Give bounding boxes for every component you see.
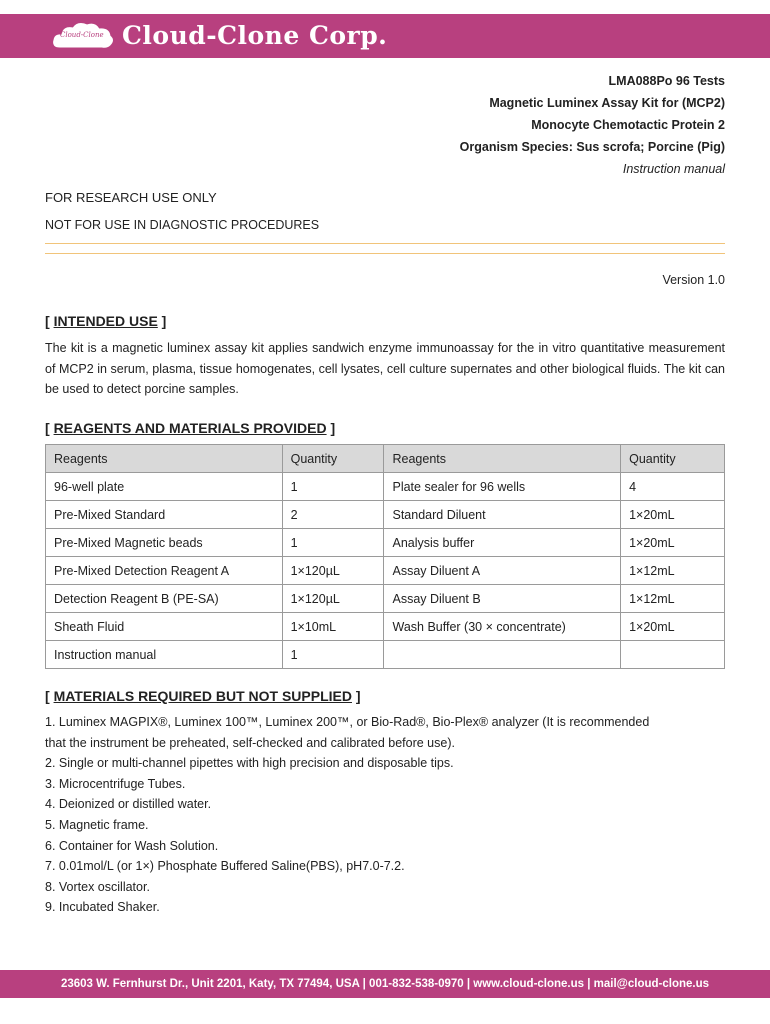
research-notice: FOR RESEARCH USE ONLY: [45, 190, 217, 205]
table-cell: 1: [282, 529, 384, 557]
materials-heading: [ MATERIALS REQUIRED BUT NOT SUPPLIED ]: [45, 688, 361, 704]
table-cell: Wash Buffer (30 × concentrate): [384, 613, 621, 641]
table-row: [46, 501, 725, 529]
table-cell: Assay Diluent A: [384, 557, 621, 585]
divider-bottom: [45, 253, 725, 254]
reagents-table: [45, 444, 725, 669]
table-cell: Detection Reagent B (PE-SA): [46, 585, 283, 613]
list-item: 8. Vortex oscillator.: [45, 879, 150, 894]
table-cell: Analysis buffer: [384, 529, 621, 557]
table-row: [46, 585, 725, 613]
logo-small-text: Cloud-Clone: [60, 31, 104, 39]
table-cell: 1×20mL: [621, 529, 725, 557]
divider-top: [45, 243, 725, 244]
table-cell: Assay Diluent B: [384, 585, 621, 613]
version-label: Version 1.0: [662, 273, 725, 287]
table-row: [46, 473, 725, 501]
table-row: [46, 557, 725, 585]
list-item: 2. Single or multi-channel pipettes with high precision and disposable tips.: [45, 756, 454, 771]
table-cell: Standard Diluent: [384, 501, 621, 529]
protein-name: Monocyte Chemotactic Protein 2: [531, 118, 725, 132]
catalog-line: LMA088Po 96 Tests: [608, 74, 725, 88]
company-name: Cloud-Clone Corp.: [122, 21, 388, 50]
table-cell: Sheath Fluid: [46, 613, 283, 641]
table-cell: 1×12mL: [621, 557, 725, 585]
intended-use-heading: [ INTENDED USE ]: [45, 313, 167, 329]
list-item: 7. 0.01mol/L (or 1×) Phosphate Buffered Saline(PBS), pH7.0-7.2.: [45, 859, 405, 874]
column-header: Reagents: [46, 445, 283, 473]
table-cell: 1×120µL: [282, 585, 384, 613]
table-cell: 1×20mL: [621, 613, 725, 641]
table-cell: 1: [282, 473, 384, 501]
reagents-heading: [ REAGENTS AND MATERIALS PROVIDED ]: [45, 420, 336, 436]
column-header: Quantity: [282, 445, 384, 473]
list-item: 3. Microcentrifuge Tubes.: [45, 776, 186, 791]
table-row: [46, 641, 725, 669]
list-item: 1. Luminex MAGPIX®, Luminex 100™, Luminex 200™, or Bio-Rad®, Bio-Plex® analyzer (It is recommended: [45, 715, 650, 729]
table-cell: Pre-Mixed Standard: [46, 501, 283, 529]
table-cell: [384, 641, 621, 669]
table-row: [46, 613, 725, 641]
title-block: [460, 70, 725, 180]
table-cell: Pre-Mixed Magnetic beads: [46, 529, 283, 557]
table-row: [46, 529, 725, 557]
list-item: 6. Container for Wash Solution.: [45, 838, 219, 853]
list-item: 9. Incubated Shaker.: [45, 900, 160, 915]
list-item: that the instrument be preheated, self-checked and calibrated before use).: [45, 735, 455, 750]
table-cell: 2: [282, 501, 384, 529]
table-header-row: [46, 445, 725, 473]
table-cell: 1×20mL: [621, 501, 725, 529]
company-logo: [52, 19, 412, 55]
table-cell: Instruction manual: [46, 641, 283, 669]
column-header: Reagents: [384, 445, 621, 473]
product-name: Magnetic Luminex Assay Kit for (MCP2): [489, 96, 725, 110]
table-cell: 1×12mL: [621, 585, 725, 613]
table-cell: 1×120µL: [282, 557, 384, 585]
intended-use-text: The kit is a magnetic luminex assay kit applies sandwich enzyme immunoassay for the in vitro quantitative measurement of MCP2 in serum, plasma, tissue homogenates, cell lysates, cell culture supernates and other biological fluids. The kit can be used to detect porcine samples.: [45, 341, 725, 396]
table-cell: Plate sealer for 96 wells: [384, 473, 621, 501]
diagnostic-notice: NOT FOR USE IN DIAGNOSTIC PROCEDURES: [45, 218, 320, 232]
organism-species: Organism Species: Sus scrofa; Porcine (Pig): [459, 140, 725, 154]
list-item: 4. Deionized or distilled water.: [45, 797, 212, 812]
table-cell: 1×10mL: [282, 613, 384, 641]
table-cell: 4: [621, 473, 725, 501]
footer-contact: 23603 W. Fernhurst Dr., Unit 2201, Katy, TX 77494, USA | 001-832-538-0970 | www.cloud-clone.us | mail@cloud-clone.us: [0, 970, 770, 998]
materials-list: [45, 712, 735, 918]
manual-label: Instruction manual: [622, 162, 725, 176]
table-cell: 96-well plate: [46, 473, 283, 501]
column-header: Quantity: [621, 445, 725, 473]
table-cell: 1: [282, 641, 384, 669]
list-item: 5. Magnetic frame.: [45, 817, 149, 832]
table-cell: [621, 641, 725, 669]
table-cell: Pre-Mixed Detection Reagent A: [46, 557, 283, 585]
